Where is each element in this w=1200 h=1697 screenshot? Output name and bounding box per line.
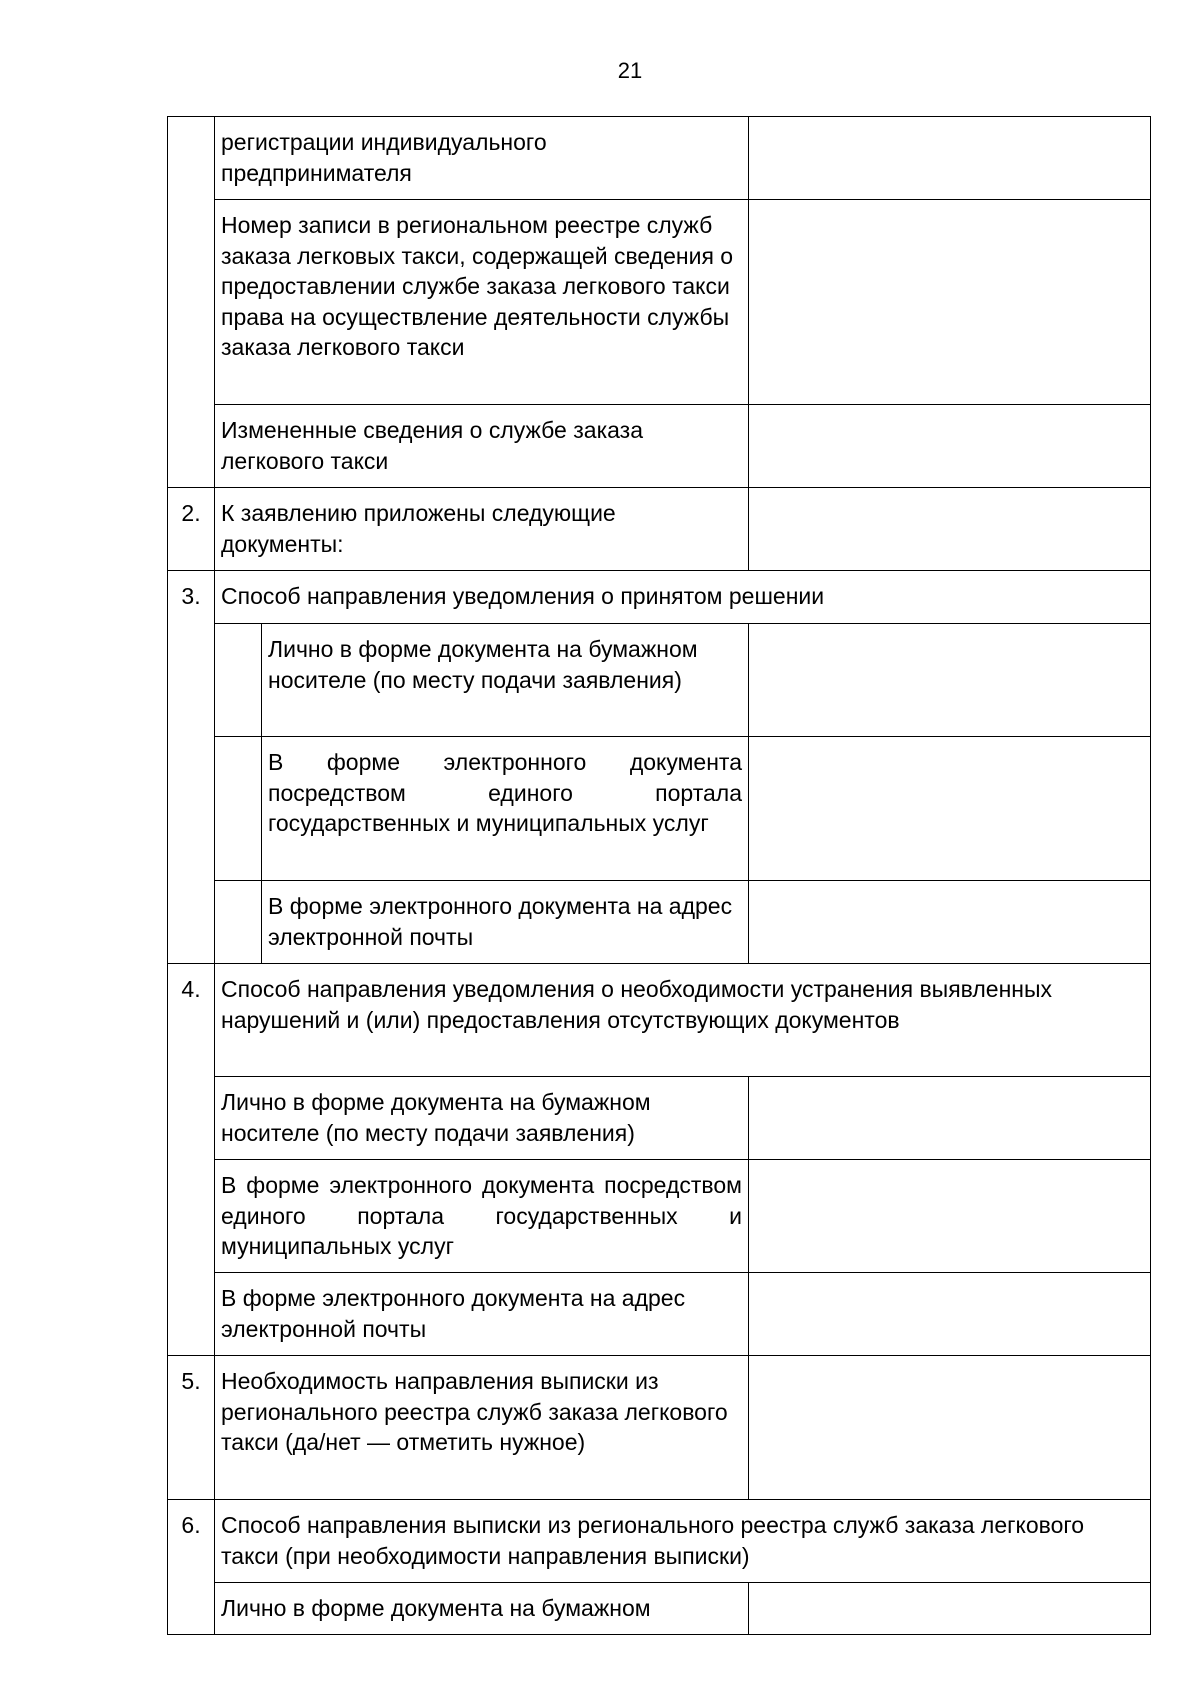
section-number: 2. (168, 488, 215, 571)
option-label: Лично в форме документа на бумажном носителе (по месту подачи заявления) (262, 624, 749, 737)
table-row (168, 624, 1151, 737)
section-number: 4. (168, 964, 215, 1356)
application-form-table (167, 116, 1151, 1635)
table-row (168, 964, 1151, 1077)
option-marker-cell[interactable] (215, 881, 262, 964)
option-label: В форме электронного документа посредством единого портала государственных и муниципальных услуг (215, 1160, 749, 1273)
value-cell[interactable] (749, 1077, 1151, 1160)
section-number: 3. (168, 571, 215, 964)
value-cell[interactable] (749, 881, 1151, 964)
row-label: Необходимость направления выписки из регионального реестра служб заказа легкового такси (да/нет — отметить нужное) (215, 1356, 749, 1500)
section-header: Способ направления уведомления о принятом решении (215, 571, 1151, 624)
table-row (168, 488, 1151, 571)
option-label: Лично в форме документа на бумажном (215, 1583, 749, 1635)
page-number: 21 (617, 58, 643, 83)
section-number: 6. (168, 1500, 215, 1635)
value-cell[interactable] (749, 488, 1151, 571)
table-row (168, 1500, 1151, 1583)
value-cell[interactable] (749, 1160, 1151, 1273)
section-number: 5. (168, 1356, 215, 1500)
table-row (168, 571, 1151, 624)
table-row (168, 737, 1151, 881)
value-cell[interactable] (749, 117, 1151, 200)
row-label: регистрации индивидуального предпринимателя (215, 117, 749, 200)
option-marker-cell[interactable] (215, 624, 262, 737)
option-label: В форме электронного документа на адрес электронной почты (215, 1273, 749, 1356)
option-marker-cell[interactable] (215, 737, 262, 881)
row-label: К заявлению приложены следующие документы: (215, 488, 749, 571)
value-cell[interactable] (749, 405, 1151, 488)
section-header: Способ направления выписки из регионального реестра служб заказа легкового такси (при необходимости направления выписки) (215, 1500, 1151, 1583)
row-label: Измененные сведения о службе заказа легкового такси (215, 405, 749, 488)
row-label: Номер записи в региональном реестре служб заказа легковых такси, содержащей сведения о предоставлении службе заказа легкового такси права на осуществление деятельности службы заказа легкового такси (215, 200, 749, 405)
value-cell[interactable] (749, 1583, 1151, 1635)
option-label: Лично в форме документа на бумажном носителе (по месту подачи заявления) (215, 1077, 749, 1160)
table-row (168, 405, 1151, 488)
value-cell[interactable] (749, 737, 1151, 881)
table-row (168, 1077, 1151, 1160)
table-row (168, 1160, 1151, 1273)
section-1-number-cell (168, 117, 215, 488)
option-label: В форме электронного документа посредством единого портала государственных и муниципальных услуг (262, 737, 749, 881)
table-row (168, 117, 1151, 200)
table-row (168, 200, 1151, 405)
value-cell[interactable] (749, 624, 1151, 737)
table-row (168, 1583, 1151, 1635)
value-cell[interactable] (749, 1273, 1151, 1356)
option-label: В форме электронного документа на адрес электронной почты (262, 881, 749, 964)
value-cell[interactable] (749, 1356, 1151, 1500)
value-cell[interactable] (749, 200, 1151, 405)
table-row (168, 881, 1151, 964)
table-row (168, 1273, 1151, 1356)
section-header: Способ направления уведомления о необходимости устранения выявленных нарушений и (или) предоставления отсутствующих документов (215, 964, 1151, 1077)
table-row (168, 1356, 1151, 1500)
